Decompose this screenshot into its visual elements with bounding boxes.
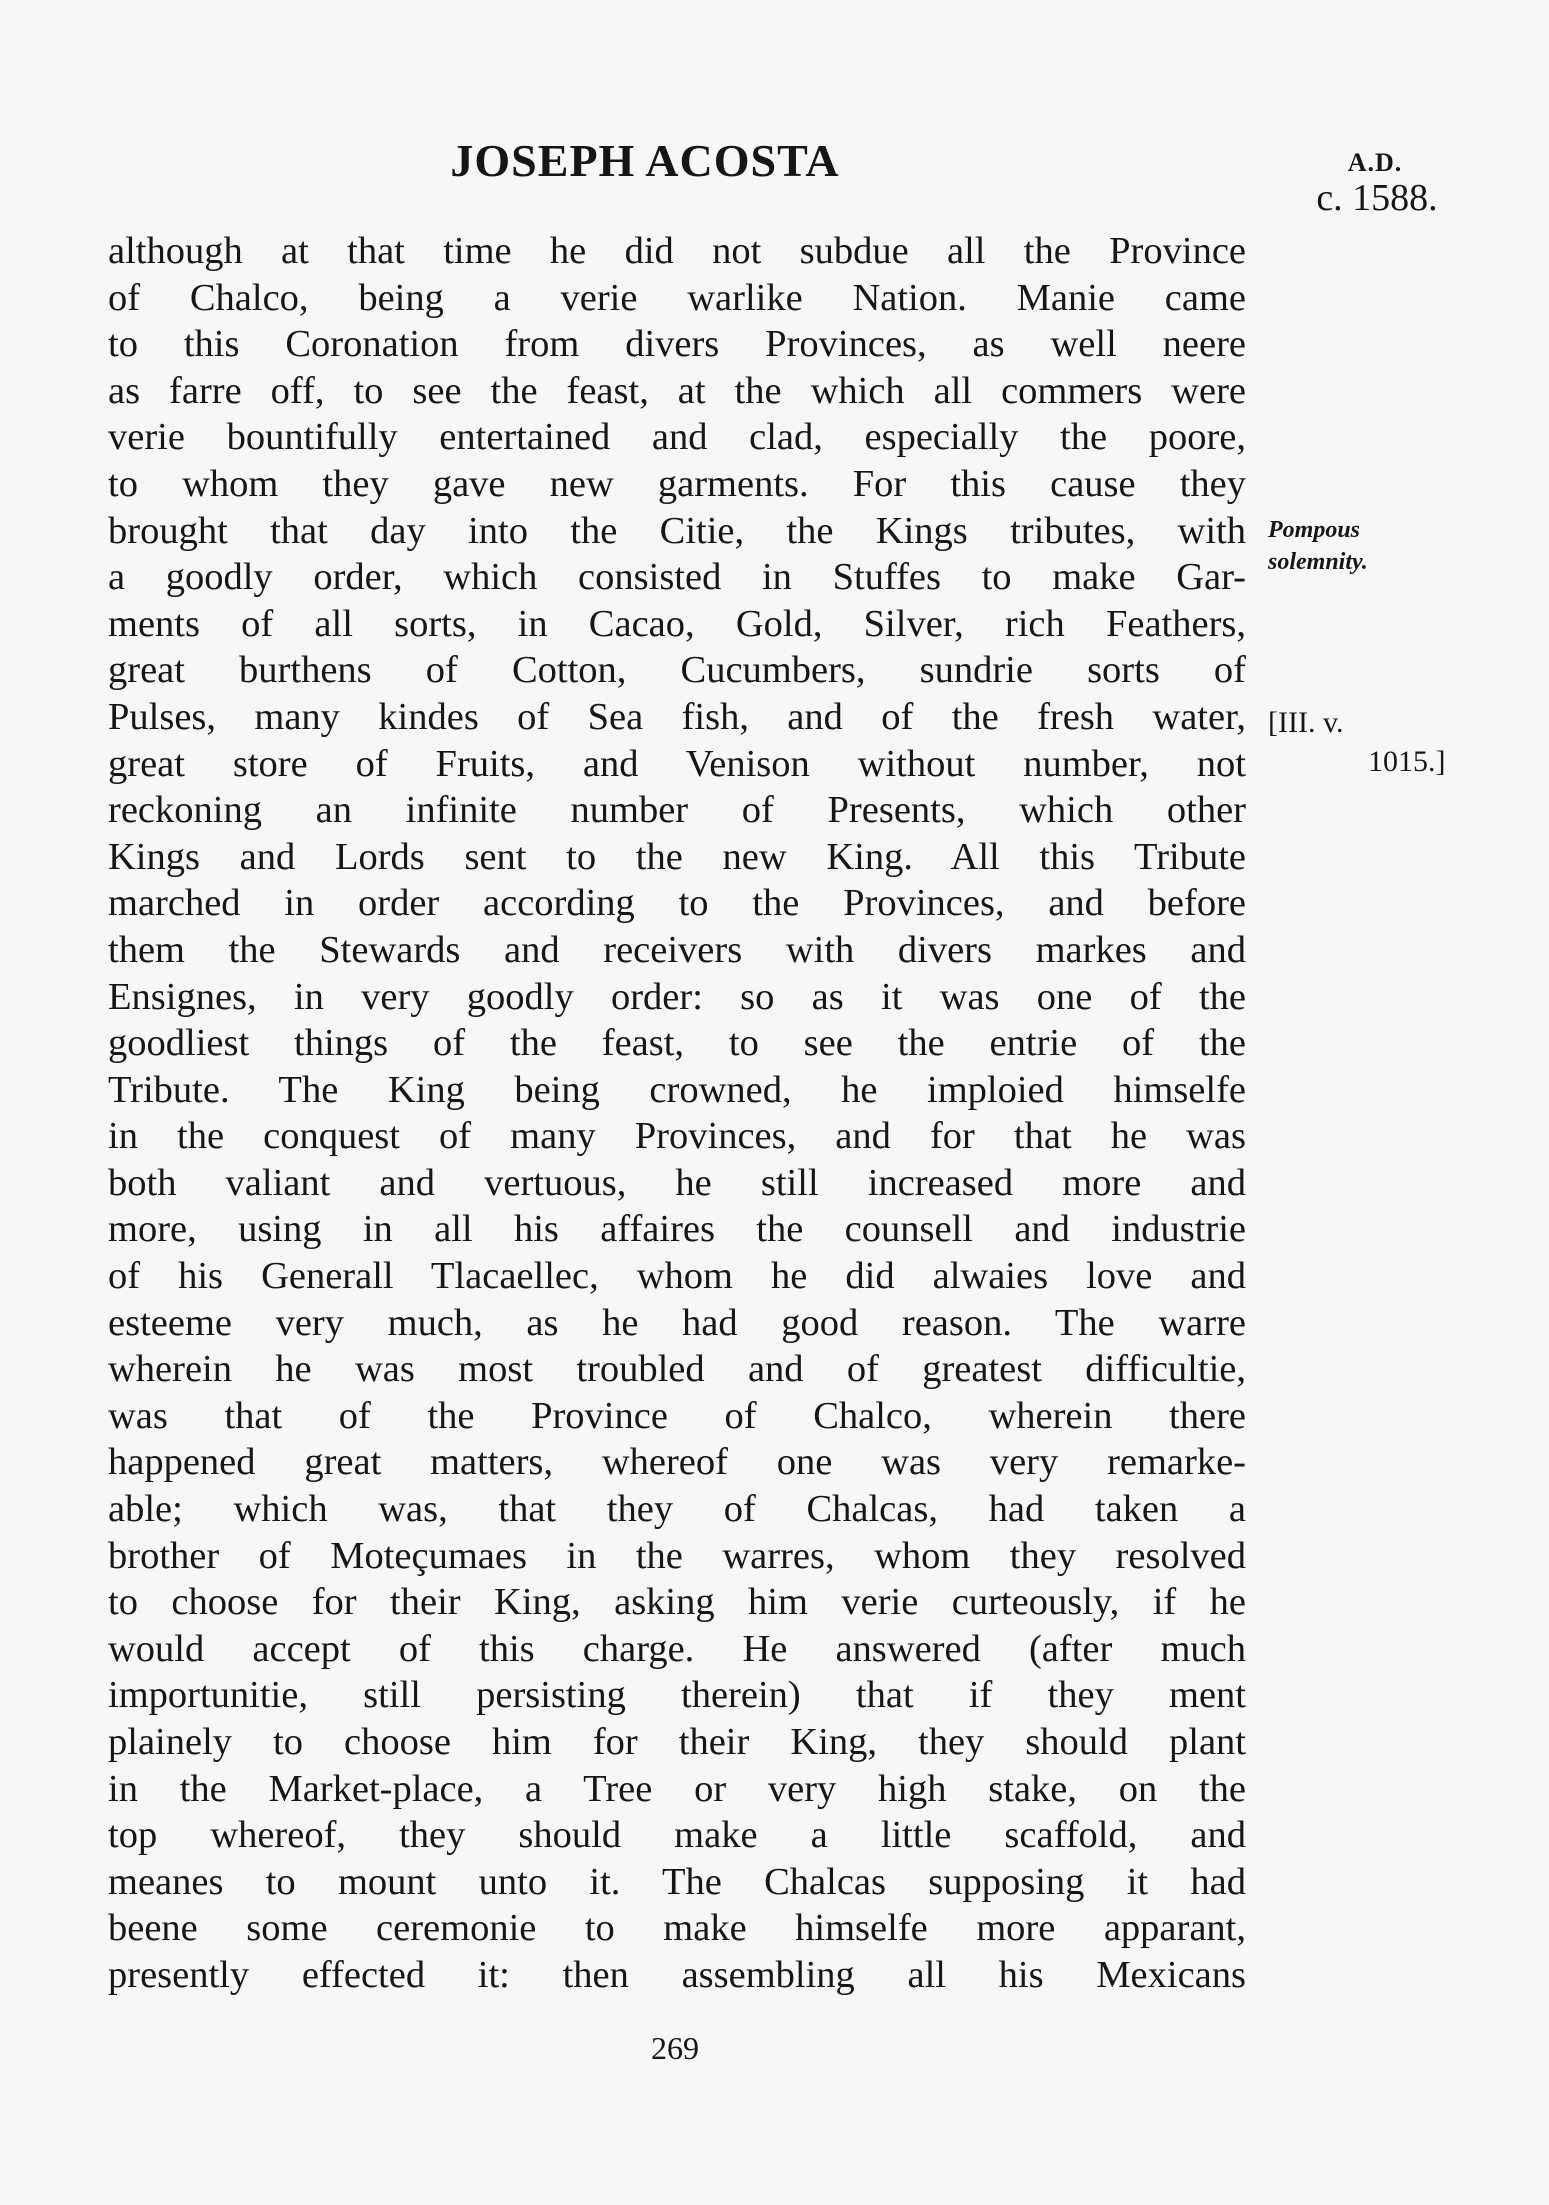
text-line: Ensignes, in very goodly order: so as it was one of the [108, 975, 1246, 1018]
text-line: was that of the Province of Chalco, wherein there [108, 1394, 1246, 1437]
running-head-title: JOSEPH ACOSTA [450, 135, 840, 186]
text-line: reckoning an infinite number of Presents, which other [108, 789, 1246, 832]
text-line: Tribute. The King being crowned, he imploied himselfe [108, 1068, 1246, 1111]
text-line: to choose for their King, asking him verie curteously, if he [108, 1581, 1246, 1624]
text-line: able; which was, that they of Chalcas, had taken a [108, 1488, 1246, 1531]
text-line: of his Generall Tlacaellec, whom he did alwaies love and [108, 1255, 1246, 1298]
text-line: beene some ceremonie to make himselfe more apparant, [108, 1907, 1246, 1950]
text-line: ments of all sorts, in Cacao, Gold, Silver, rich Feathers, [108, 602, 1246, 645]
text-line: although at that time he did not subdue all the Province [108, 230, 1246, 272]
text-line: esteeme very much, as he had good reason. The warre [108, 1301, 1246, 1344]
text-line: in the conquest of many Provinces, and for that he was [108, 1115, 1246, 1158]
text-line: great burthens of Cotton, Cucumbers, sundrie sorts of [108, 649, 1246, 692]
text-line: top whereof, they should make a little scaffold, and [108, 1814, 1246, 1857]
text-line: brought that day into the Citie, the Kings tributes, with [108, 509, 1246, 552]
text-line: marched in order according to the Provinces, and before [108, 882, 1246, 925]
text-line: more, using in all his affaires the counsell and industrie [108, 1208, 1246, 1251]
text-line: goodliest things of the feast, to see the entrie of the [108, 1022, 1246, 1065]
text-line: in the Market-place, a Tree or very high stake, on the [108, 1767, 1246, 1810]
text-line: would accept of this charge. He answered (after much [108, 1627, 1246, 1670]
text-line: brother of Moteçumaes in the warres, whom they resolved [108, 1534, 1246, 1577]
text-line: meanes to mount unto it. The Chalcas supposing it had [108, 1860, 1246, 1903]
text-line: verie bountifully entertained and clad, especially the poore, [108, 416, 1246, 459]
main-text-block [108, 228, 1246, 1999]
text-line: importunitie, still persisting therein) that if they ment [108, 1674, 1246, 1717]
margin-date-value: c. 1588. [1316, 177, 1438, 219]
text-line: happened great matters, whereof one was very remarke- [108, 1441, 1246, 1484]
text-line: wherein he was most troubled and of greatest difficultie, [108, 1348, 1246, 1391]
text-line: great store of Fruits, and Venison without number, not [108, 742, 1246, 785]
text-line: a goodly order, which consisted in Stuffes to make Gar- [108, 556, 1246, 599]
text-line: to this Coronation from divers Provinces, as well neere [108, 323, 1246, 366]
margin-note-pompous: Pompous [1268, 517, 1361, 543]
margin-date-label: A.D. [1347, 148, 1403, 177]
page-number: 269 [651, 2030, 699, 2066]
text-line: them the Stewards and receivers with divers markes and [108, 928, 1246, 971]
text-line: of Chalco, being a verie warlike Nation. Manie came [108, 276, 1246, 319]
text-line: plainely to choose him for their King, they should plant [108, 1721, 1246, 1763]
text-line: presently effected it: then assembling all his Mexicans [108, 1953, 1246, 1996]
text-line: Pulses, many kindes of Sea fish, and of the fresh water, [108, 695, 1246, 738]
text-line: Kings and Lords sent to the new King. All this Tribute [108, 835, 1246, 878]
margin-reference-page: 1015.] [1368, 745, 1446, 778]
text-line: as farre off, to see the feast, at the which all commers were [108, 369, 1246, 412]
margin-note-solemnity: solemnity. [1268, 549, 1368, 575]
text-line: both valiant and vertuous, he still increased more and [108, 1161, 1246, 1204]
text-line: to whom they gave new garments. For this cause they [108, 462, 1246, 505]
margin-reference-volume: [III. v. [1268, 706, 1344, 739]
